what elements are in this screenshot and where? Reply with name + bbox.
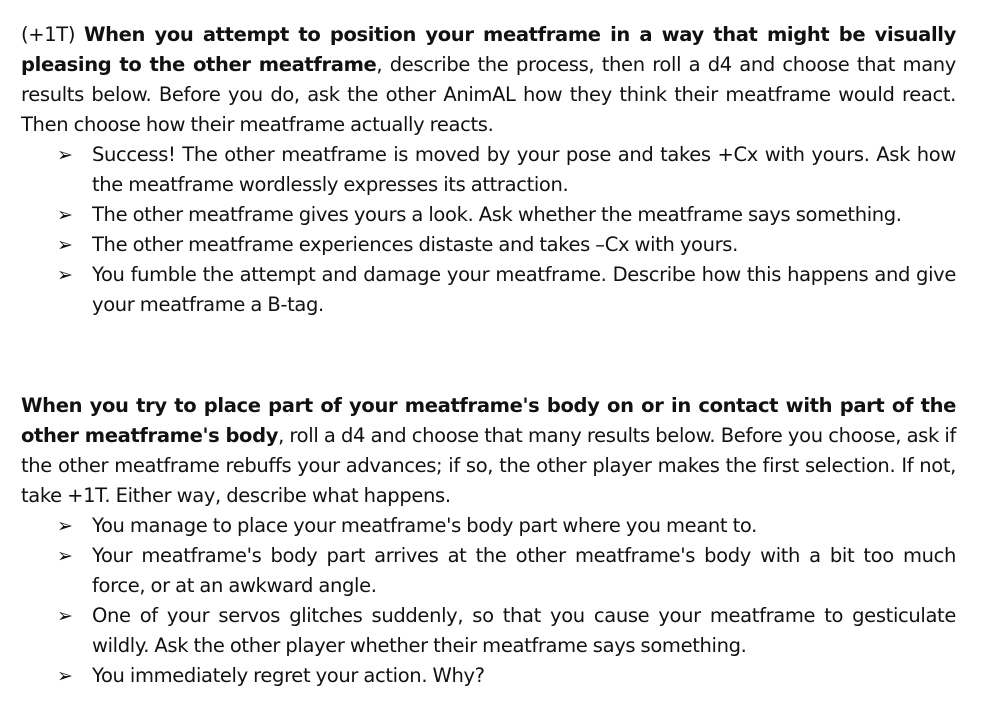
- rules-page: [21, 20, 956, 691]
- list-item: [21, 230, 956, 260]
- move-pose-trigger: When you attempt to position your meatframe in a way that might be visually pleasing to the other meatframe: [21, 23, 956, 76]
- list-item: [21, 200, 956, 230]
- result-text: Success! The other meatframe is moved by your pose and takes +Cx with yours. Ask how the meatframe wordlessly expresses its attraction.: [92, 143, 956, 196]
- section-spacer: [21, 320, 956, 391]
- list-item: [21, 541, 956, 601]
- list-item: [21, 511, 956, 541]
- result-text: You manage to place your meatframe's body part where you meant to.: [92, 514, 757, 537]
- move-pose-prefix: (+1T): [21, 23, 84, 46]
- result-text: Your meatframe's body part arrives at the other meatframe's body with a bit too much force, or at an awkward angle.: [92, 544, 956, 597]
- list-item: [21, 601, 956, 661]
- arrow-bullet-icon: ➢: [57, 204, 73, 226]
- list-item: [21, 140, 956, 200]
- move-pose-instructions: , describe the process, then roll a d4 and choose that many results below. Before you do, ask the other AnimAL how they think their meatframe would react. Then choose how their meatframe actually reacts.: [21, 53, 956, 136]
- move-contact-results-list: [21, 511, 956, 691]
- move-contact-instructions: , roll a d4 and choose that many results below. Before you choose, ask if the other meatframe rebuffs your advances; if so, the other player makes the first selection. If not, take +1T. Either way, describe what happens.: [21, 424, 957, 507]
- result-text: One of your servos glitches suddenly, so that you cause your meatframe to gesticulate wildly. Ask the other player whether their meatframe says something.: [92, 604, 956, 657]
- arrow-bullet-icon: ➢: [57, 665, 73, 687]
- move-pose-description: [21, 20, 956, 140]
- result-text: You fumble the attempt and damage your meatframe. Describe how this happens and give your meatframe a B-tag.: [92, 263, 956, 316]
- arrow-bullet-icon: ➢: [57, 234, 73, 256]
- arrow-bullet-icon: ➢: [57, 515, 73, 537]
- move-contact-trigger: When you try to place part of your meatframe's body on or in contact with part of the other meatframe's body: [21, 394, 956, 447]
- result-text: The other meatframe gives yours a look. Ask whether the meatframe says something.: [92, 203, 902, 226]
- list-item: [21, 661, 956, 691]
- result-text: The other meatframe experiences distaste and takes –Cx with yours.: [92, 233, 738, 256]
- arrow-bullet-icon: ➢: [57, 144, 73, 166]
- arrow-bullet-icon: ➢: [57, 264, 73, 286]
- move-contact-section: [21, 391, 956, 691]
- result-text: You immediately regret your action. Why?: [92, 664, 485, 687]
- list-item: [21, 260, 956, 320]
- move-contact-description: [21, 391, 956, 511]
- arrow-bullet-icon: ➢: [57, 605, 73, 627]
- arrow-bullet-icon: ➢: [57, 545, 73, 567]
- move-pose-results-list: [21, 140, 956, 320]
- move-pose-section: [21, 20, 956, 320]
